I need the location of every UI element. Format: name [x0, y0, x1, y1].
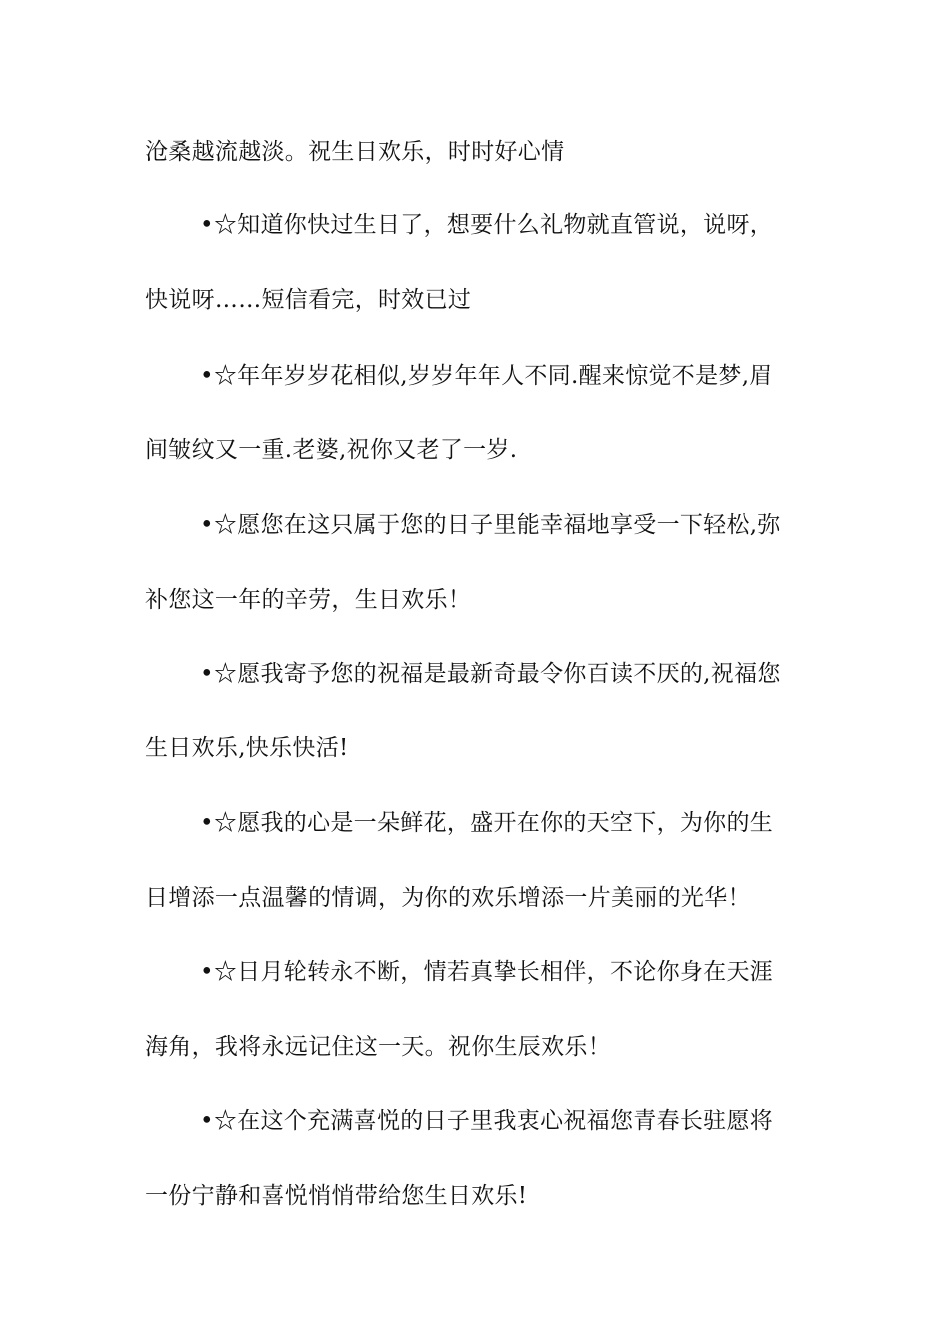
text-line: 一份宁静和喜悦悄悄带给您生日欢乐!	[145, 1183, 528, 1209]
text-line: 日增添一点温馨的情调，为你的欢乐增添一片美丽的光华！	[145, 885, 751, 911]
list-item-line: •☆在这个充满喜悦的日子里我衷心祝福您青春长驻愿将	[200, 1108, 774, 1134]
list-item-line: •☆愿您在这只属于您的日子里能幸福地享受一下轻松,弥	[200, 512, 781, 538]
text-line: 快说呀……短信看完，时效已过	[145, 287, 472, 313]
list-item-line: •☆年年岁岁花相似,岁岁年年人不同.醒来惊觉不是梦,眉	[200, 363, 773, 389]
list-item-line: •☆知道你快过生日了，想要什么礼物就直管说，说呀，	[200, 212, 774, 238]
text-line: 沧桑越流越淡。祝生日欢乐，时时好心情	[145, 139, 565, 165]
list-item-line: •☆愿我的心是一朵鲜花，盛开在你的天空下，为你的生	[200, 810, 774, 836]
list-item-line: •☆日月轮转永不断，情若真挚长相伴，不论你身在天涯	[200, 959, 774, 985]
text-line: 间皱纹又一重.老婆,祝你又老了一岁.	[145, 437, 518, 463]
text-line: 海角，我将永远记住这一天。祝你生辰欢乐！	[145, 1034, 611, 1060]
text-line: 生日欢乐,快乐快活!	[145, 735, 349, 761]
list-item-line: •☆愿我寄予您的祝福是最新奇最令你百读不厌的,祝福您	[200, 661, 781, 687]
text-line: 补您这一年的辛劳，生日欢乐！	[145, 587, 472, 613]
